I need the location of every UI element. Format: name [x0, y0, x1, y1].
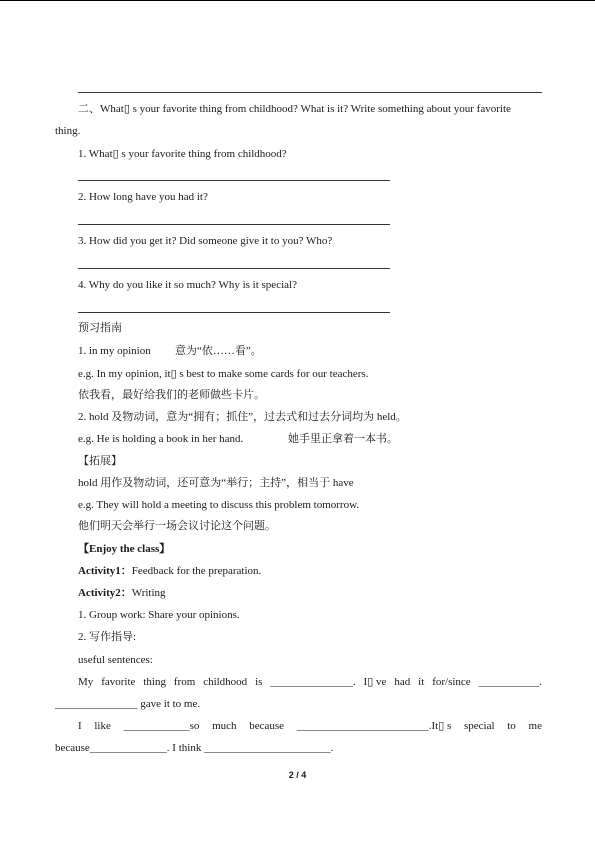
sentence1-line1 — [78, 675, 542, 689]
answer-line-3[interactable] — [78, 268, 390, 269]
activity2-text: Writing — [131, 587, 166, 599]
sentence1-line2: _______________ gave it to me. — [55, 698, 201, 710]
enjoy-class-title: 【Enjoy the class】 — [78, 543, 171, 555]
answer-line-4[interactable] — [78, 312, 390, 313]
question-1: 1. What▯ s your favorite thing from childhood? — [78, 148, 287, 160]
extension-text: hold 用作及物动词，还可意为“举行；主持”，相当于 have — [78, 477, 354, 489]
page-top-border — [0, 0, 595, 1]
s2-word: like — [94, 720, 111, 732]
useful-sentences-label: useful sentences: — [78, 654, 153, 666]
guide-item2: 2. hold 及物动词，意为“拥有；抓住”，过去式和过去分词均为 held。 — [78, 411, 407, 423]
extension-translation: 他们明天会举行一场会议讨论这个问题。 — [78, 520, 276, 532]
s1-word: had — [394, 676, 411, 688]
answer-line-1[interactable] — [78, 180, 390, 181]
s1-word: thing — [143, 676, 166, 688]
s1-word: it — [418, 676, 425, 688]
activity1 — [78, 564, 261, 578]
section2-heading-cont: thing. — [55, 125, 81, 137]
s2-word: special — [464, 720, 495, 732]
activity2-label: Activity2： — [78, 587, 132, 599]
s1-word: from — [173, 676, 196, 688]
s2-blank[interactable]: ________________________.It▯ s — [296, 720, 452, 732]
s2-word: me — [528, 720, 542, 732]
activity1-label: Activity1： — [78, 565, 132, 577]
guide-item2-example: e.g. He is holding a book in her hand. — [78, 433, 244, 445]
guide-item1-example: e.g. In my opinion, it▯ s best to make some cards for our teachers. — [78, 368, 369, 380]
sentence2-line2: because______________. I think _______________________. — [55, 742, 334, 754]
s2-word: to — [507, 720, 516, 732]
s1-word: childhood — [203, 676, 248, 688]
question-2: 2. How long have you had it? — [78, 191, 208, 203]
guide-item1-translation: 依我看，最好给我们的老师做些卡片。 — [78, 389, 265, 401]
s1-word: I▯ ve — [363, 676, 387, 688]
s2-word: much — [212, 720, 237, 732]
answer-line — [78, 92, 542, 93]
activity2 — [78, 586, 166, 600]
writing-item2: 2. 写作指导: — [78, 631, 137, 643]
page-number: 2 / 4 — [288, 770, 307, 780]
s2-blank[interactable]: ____________so — [123, 720, 200, 732]
s1-blank[interactable]: _______________. — [270, 676, 356, 688]
s1-word: for/since — [432, 676, 471, 688]
guide-title: 预习指南 — [78, 322, 122, 334]
s2-word: I — [78, 720, 82, 732]
writing-item1: 1. Group work: Share your opinions. — [78, 609, 240, 621]
question-4: 4. Why do you like it so much? Why is it special? — [78, 279, 297, 291]
s1-blank[interactable]: ___________. — [478, 676, 542, 688]
s2-word: because — [249, 720, 285, 732]
answer-line-2[interactable] — [78, 224, 390, 225]
extension-title: 【拓展】 — [78, 455, 122, 467]
s1-word: favorite — [101, 676, 136, 688]
s1-word: My — [78, 676, 94, 688]
guide-item1-meaning: 意为“依……看”。 — [175, 345, 262, 357]
guide-item1-phrase: 1. in my opinion — [78, 345, 151, 357]
activity1-text: Feedback for the preparation. — [131, 565, 262, 577]
s1-word: is — [255, 676, 263, 688]
question-3: 3. How did you get it? Did someone give it to you? Who? — [78, 235, 333, 247]
extension-example: e.g. They will hold a meeting to discuss this problem tomorrow. — [78, 499, 360, 511]
sentence2-line1 — [78, 719, 542, 733]
guide-item2-translation: 她手里正拿着一本书。 — [288, 433, 398, 445]
section2-heading: 二、What▯ s your favorite thing from childhood? What is it? Write something about your favorite — [78, 103, 511, 115]
